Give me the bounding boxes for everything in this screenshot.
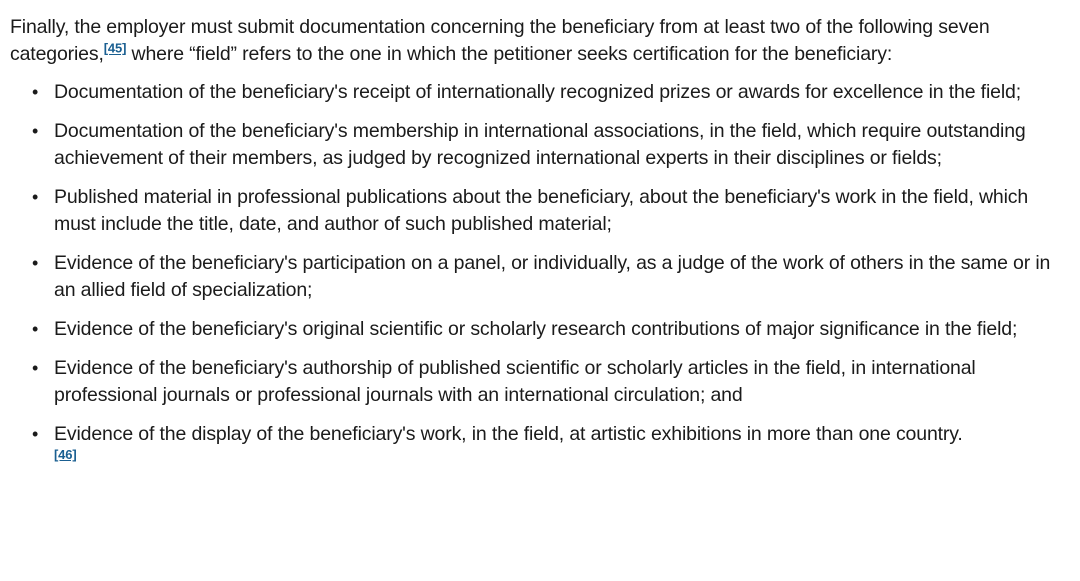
list-item <box>32 316 1070 343</box>
intro-text: Finally, the employer must submit documentation concerning the beneficiary from at least two of the following seven categories, <box>10 16 990 65</box>
list-item <box>32 250 1070 304</box>
bullet-icon: • <box>32 187 39 207</box>
list-item <box>32 79 1070 106</box>
list-item <box>32 118 1070 172</box>
bullet-icon: • <box>32 82 39 102</box>
list-item <box>32 421 1070 462</box>
criteria-list <box>10 79 1070 462</box>
bullet-icon: • <box>32 319 39 339</box>
bullet-icon: • <box>32 424 39 444</box>
bullet-icon: • <box>32 253 39 273</box>
list-item-text: Evidence of the beneficiary's original scientific or scholarly research contributions of major significance in the field; <box>54 318 1018 340</box>
footnote-link-45[interactable]: [45] <box>103 40 127 56</box>
intro-paragraph <box>10 14 1070 68</box>
intro-text-continued: where “field” refers to the one in which the petitioner seeks certification for the beneficiary: <box>126 43 893 65</box>
list-item <box>32 184 1070 238</box>
list-item-text: Evidence of the beneficiary's authorship of published scientific or scholarly articles in the field, in international professional journals or professional journals with an international circulation; and <box>54 357 976 406</box>
list-item-text: Evidence of the beneficiary's participation on a panel, or individually, as a judge of the work of others in the same or in an allied field of specialization; <box>54 252 1051 301</box>
list-item-text: Published material in professional publications about the beneficiary, about the beneficiary's work in the field, which must include the title, date, and author of such published material; <box>54 186 1029 235</box>
list-item-text: Documentation of the beneficiary's membership in international associations, in the field, which require outstanding achievement of their members, as judged by recognized international experts in their disciplines or fields; <box>54 120 1026 169</box>
list-item-text: Evidence of the display of the beneficiary's work, in the field, at artistic exhibitions in more than one country. <box>54 423 963 445</box>
bullet-icon: • <box>32 121 39 141</box>
bullet-icon: • <box>32 358 39 378</box>
list-item-text: Documentation of the beneficiary's receipt of internationally recognized prizes or awards for excellence in the field; <box>54 81 1021 103</box>
footnote-link-46[interactable]: [46] <box>54 447 77 462</box>
list-item <box>32 355 1070 409</box>
